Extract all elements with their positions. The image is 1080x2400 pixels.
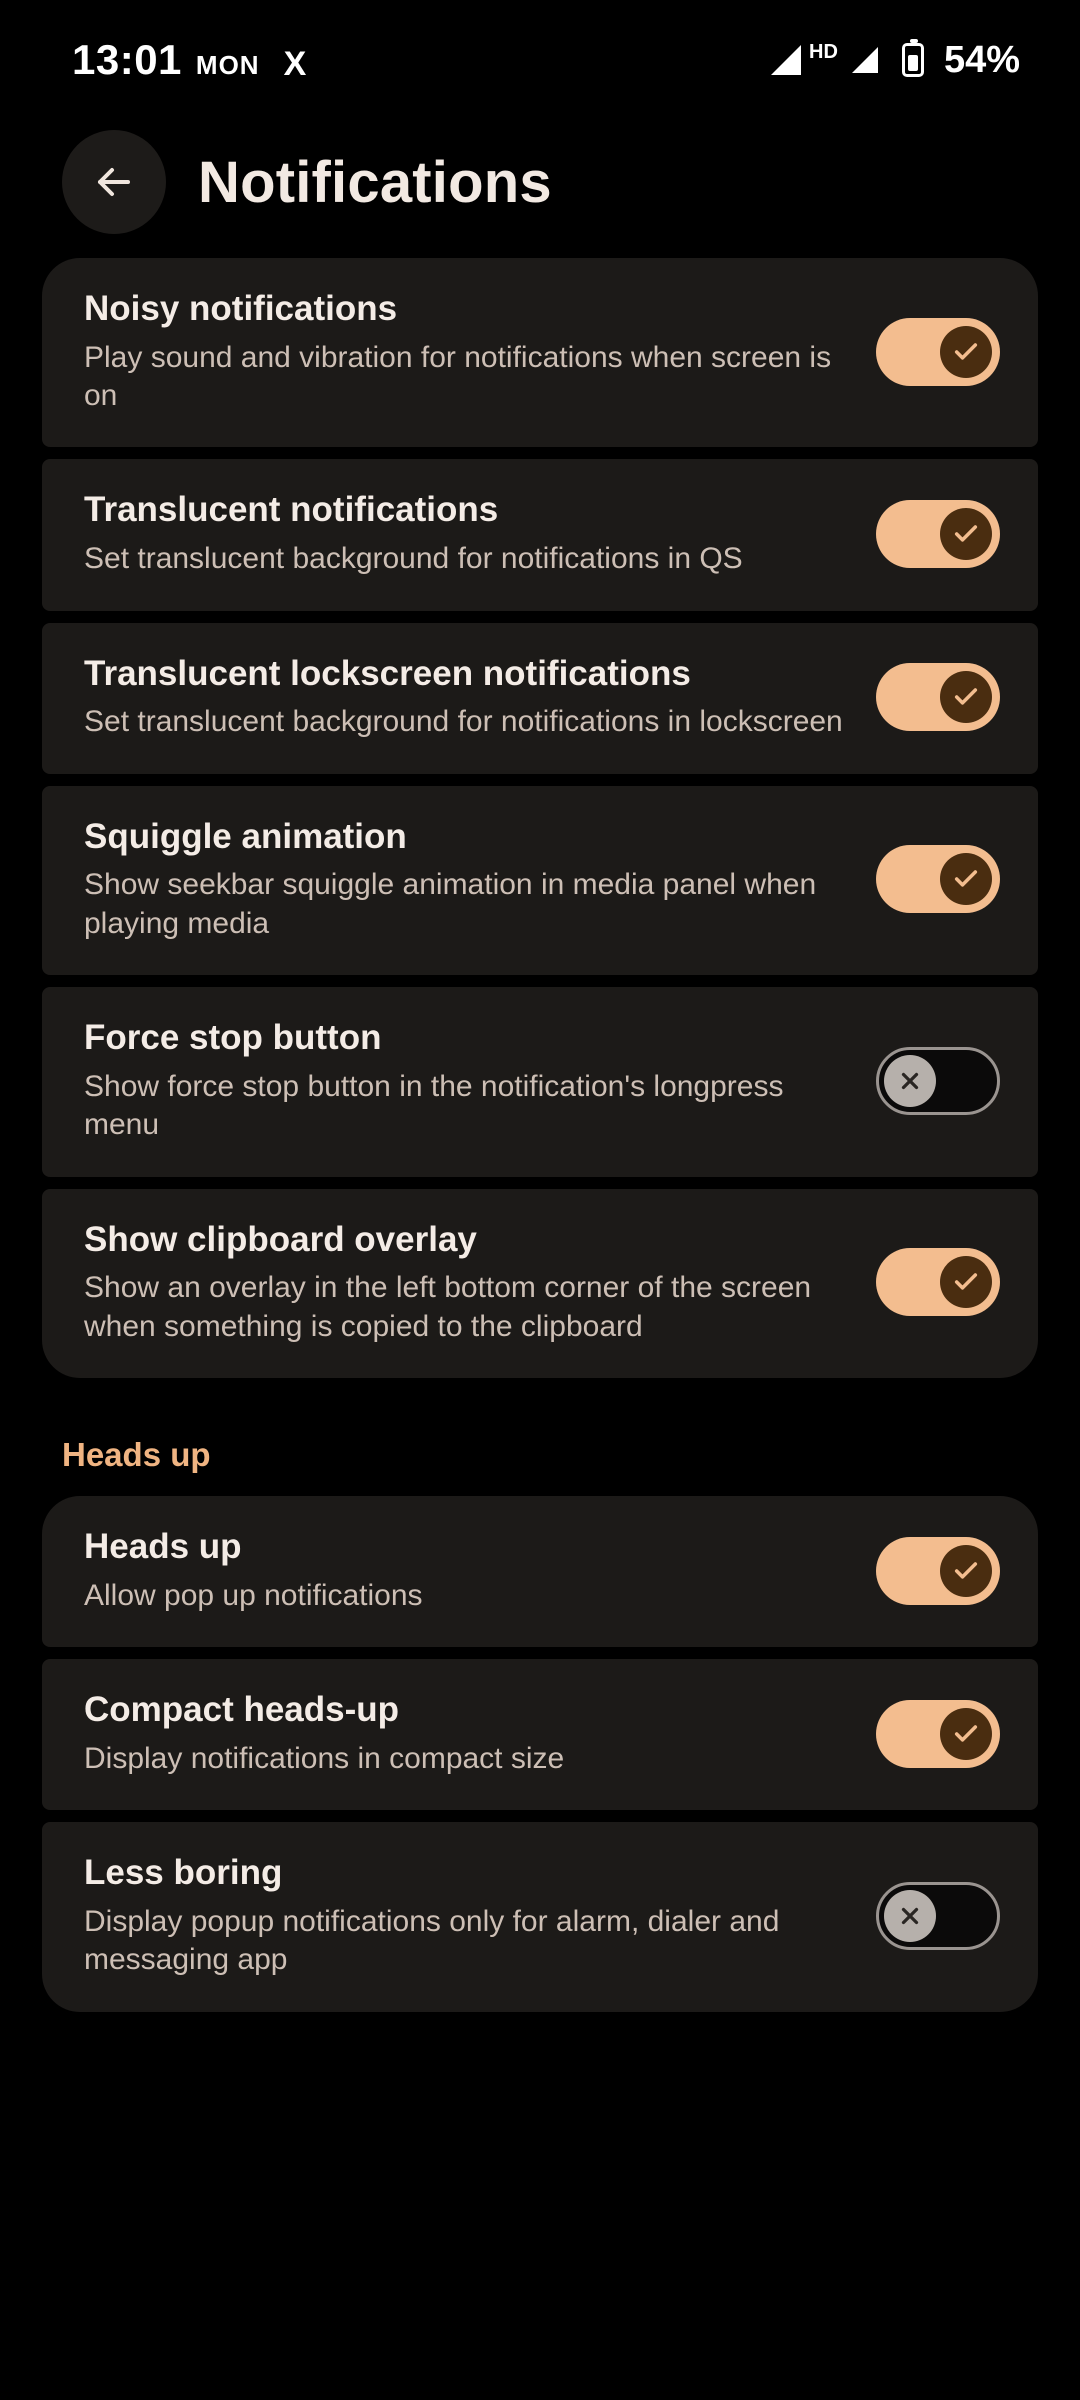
- check-icon: [952, 520, 980, 548]
- setting-subtitle: Show force stop button in the notification's longpress menu: [84, 1069, 784, 1142]
- heads-up-list: [0, 1496, 1080, 2012]
- setting-title: Noisy notifications: [84, 289, 398, 328]
- setting-text: [84, 489, 850, 578]
- back-button[interactable]: [62, 130, 166, 234]
- setting-title: Translucent lockscreen notifications: [84, 653, 691, 693]
- setting-subtitle: Set translucent background for notifications in lockscreen: [84, 705, 843, 739]
- setting-subtitle: Allow pop up notifications: [84, 1578, 423, 1612]
- status-bar-right: [771, 39, 1020, 82]
- setting-row-show-clipboard-overlay[interactable]: [42, 1189, 1038, 1378]
- setting-subtitle: Show an overlay in the left bottom corner of the screen when something is copied to the clipboard: [84, 1271, 812, 1343]
- toggle-translucent-lockscreen-notifications[interactable]: [876, 663, 1000, 731]
- toggle-knob: [940, 853, 992, 905]
- setting-subtitle: Display popup notifications only for alarm, dialer and messaging app: [84, 1904, 780, 1977]
- check-icon: [952, 1720, 980, 1748]
- toggle-force-stop-button[interactable]: [876, 1047, 1000, 1115]
- check-icon: [952, 1557, 980, 1585]
- toggle-knob: [940, 326, 992, 378]
- setting-subtitle: Set translucent background for notifications in QS: [84, 542, 743, 576]
- setting-text: [84, 288, 850, 415]
- status-time: 13:01: [72, 36, 182, 83]
- setting-row-heads-up[interactable]: [42, 1496, 1038, 1647]
- app-header: [0, 120, 1080, 258]
- check-icon: [952, 338, 980, 366]
- setting-subtitle: Show seekbar squiggle animation in media panel when playing media: [84, 868, 817, 940]
- setting-subtitle: Play sound and vibration for notifications when screen is on: [84, 340, 832, 413]
- arrow-left-icon: [90, 158, 138, 206]
- toggle-noisy-notifications[interactable]: [876, 318, 1000, 386]
- toggle-knob: [884, 1890, 936, 1942]
- setting-text: [84, 1017, 850, 1144]
- setting-title: Compact heads-up: [84, 1690, 400, 1730]
- toggle-knob: [940, 671, 992, 723]
- setting-text: [84, 1852, 850, 1979]
- setting-title: Squiggle animation: [84, 816, 407, 856]
- toggle-knob: [940, 1708, 992, 1760]
- toggle-show-clipboard-overlay[interactable]: [876, 1248, 1000, 1316]
- setting-title: Less boring: [84, 1853, 283, 1893]
- battery-icon: [902, 43, 924, 77]
- status-bar-left: [72, 36, 306, 84]
- toggle-knob: [940, 1256, 992, 1308]
- section-header-heads-up: Heads up: [62, 1436, 211, 1474]
- setting-row-force-stop-button[interactable]: [42, 987, 1038, 1176]
- signal-bars-secondary-icon: [852, 47, 878, 73]
- status-day: MON: [195, 50, 260, 80]
- signal-bars-icon: [771, 45, 801, 75]
- close-icon: [897, 1903, 923, 1929]
- status-bar: [0, 0, 1080, 120]
- setting-text: [84, 1219, 850, 1346]
- setting-row-translucent-notifications[interactable]: [42, 459, 1038, 610]
- setting-text: [84, 653, 850, 742]
- toggle-squiggle-animation[interactable]: [876, 845, 1000, 913]
- toggle-translucent-notifications[interactable]: [876, 500, 1000, 568]
- toggle-less-boring[interactable]: [876, 1882, 1000, 1950]
- battery-percent: 54%: [943, 38, 1020, 81]
- check-icon: [952, 683, 980, 711]
- toggle-knob: [940, 508, 992, 560]
- page-title: Notifications: [198, 149, 552, 215]
- setting-title: Force stop button: [84, 1018, 382, 1058]
- settings-list: [0, 258, 1080, 1378]
- setting-text: [84, 816, 850, 943]
- setting-text: [84, 1526, 850, 1615]
- x-app-icon: X: [283, 45, 307, 83]
- setting-title: Heads up: [84, 1527, 242, 1567]
- setting-text: [84, 1689, 850, 1778]
- setting-subtitle: Display notifications in compact size: [84, 1741, 565, 1775]
- check-icon: [952, 1268, 980, 1296]
- setting-row-less-boring[interactable]: [42, 1822, 1038, 2011]
- toggle-heads-up[interactable]: [876, 1537, 1000, 1605]
- setting-row-compact-heads-up[interactable]: [42, 1659, 1038, 1810]
- check-icon: [952, 865, 980, 893]
- hd-label: HD: [809, 40, 838, 63]
- toggle-knob: [940, 1545, 992, 1597]
- toggle-compact-heads-up[interactable]: [876, 1700, 1000, 1768]
- close-icon: [897, 1068, 923, 1094]
- setting-row-squiggle-animation[interactable]: [42, 786, 1038, 975]
- section-spacer: [0, 1378, 1080, 1436]
- toggle-knob: [884, 1055, 936, 1107]
- setting-row-translucent-lockscreen-notifications[interactable]: [42, 623, 1038, 774]
- setting-row-noisy-notifications[interactable]: [42, 258, 1038, 447]
- setting-title: Translucent notifications: [84, 490, 499, 530]
- setting-title: Show clipboard overlay: [84, 1219, 477, 1259]
